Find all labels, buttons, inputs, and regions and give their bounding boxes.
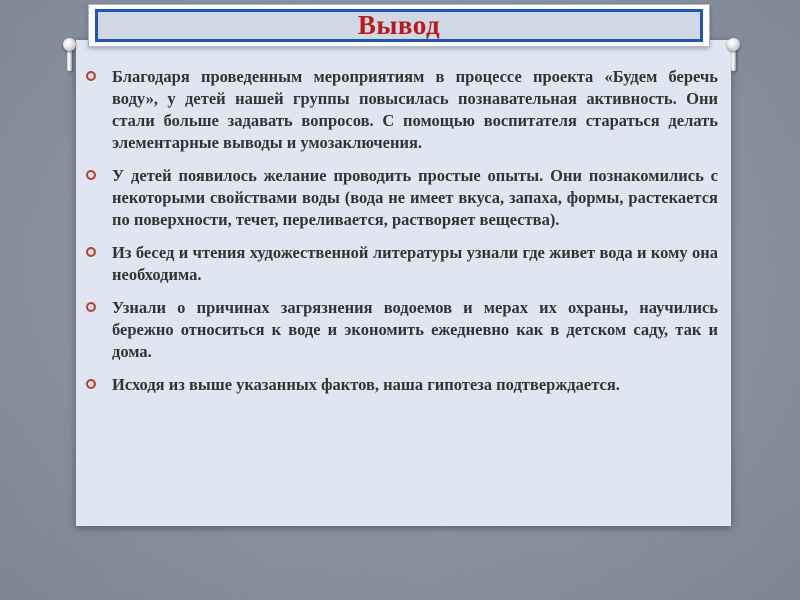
list-item [86,297,718,363]
pushpin-icon [62,38,76,74]
list-item-text: Узнали о причинах загрязнения водоемов и мерах их охраны, научились бережно относиться к воде и экономить ежедневно как в детском саду, так и дома. [112,298,718,361]
circle-bullet-icon [86,71,96,81]
circle-bullet-icon [86,302,96,312]
list-item-text: Исходя из выше указанных фактов, наша гипотеза подтверждается. [112,375,620,394]
circle-bullet-icon [86,247,96,257]
list-item-text: Из бесед и чтения художественной литературы узнали где живет вода и кому она необходима. [112,243,718,284]
conclusion-list [86,66,718,407]
circle-bullet-icon [86,170,96,180]
pushpin-shaft [731,49,736,71]
circle-bullet-icon [86,379,96,389]
title-bar [95,9,703,42]
list-item [86,165,718,231]
list-item-text: У детей появилось желание проводить простые опыты. Они познакомились с некоторыми свойствами воды (вода не имеет вкуса, запаха, формы, растекается по поверхности, течет, переливается, растворяет вещества). [112,166,718,229]
pushpin-head [727,38,740,51]
slide-title: Вывод [357,10,441,40]
list-item [86,242,718,286]
list-item [86,374,718,396]
list-item-text: Благодаря проведенным мероприятиям в процессе проекта «Будем беречь воду», у детей нашей группы повысилась познавательная активность. Они стали больше задавать вопросов. С помощью воспитателя стараться делать элементарные выводы и умозаключения. [112,67,718,152]
pushpin-icon [726,38,740,74]
list-item [86,66,718,154]
pushpin-head [63,38,76,51]
title-frame [88,4,710,47]
pushpin-shaft [67,49,72,71]
